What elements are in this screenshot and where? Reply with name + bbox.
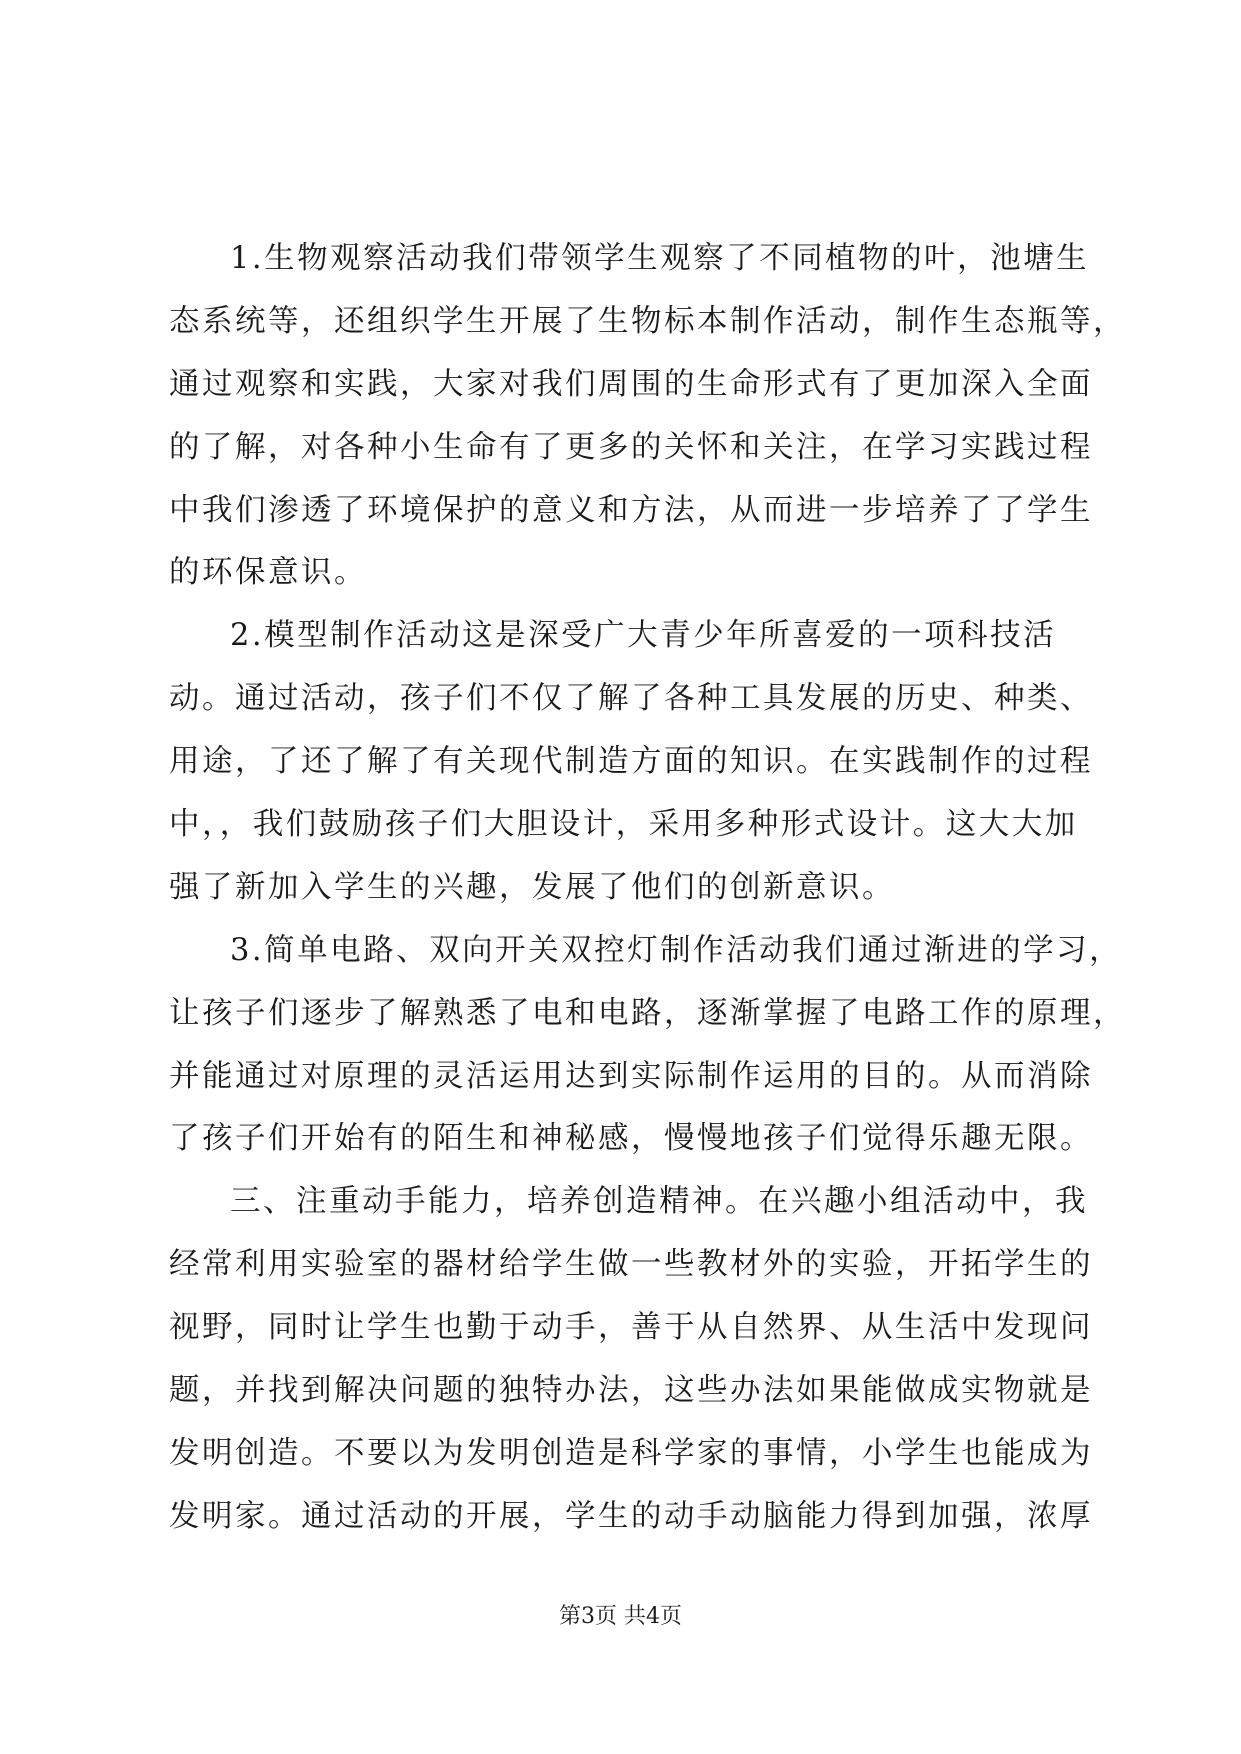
text-line: 的环保意识。 bbox=[169, 555, 367, 591]
text-line: 三、注重动手能力，培养创造精神。在兴趣小组活动中，我 bbox=[230, 1184, 1088, 1220]
text-line: 用途，了还了解了有关现代制造方面的知识。在实践制作的过程 bbox=[169, 744, 1093, 780]
body-text bbox=[169, 228, 1126, 1549]
text-line: 2.模型制作活动这是深受广大青少年所喜爱的一项科技活 bbox=[230, 618, 1057, 654]
text-line: 动。通过活动，孩子们不仅了解了各种工具发展的历史、种类、 bbox=[169, 681, 1093, 717]
text-line: 1.生物观察活动我们带领学生观察了不同植物的叶，池塘生 bbox=[230, 241, 1090, 276]
text-line: 并能通过对原理的灵活运用达到实际制作运用的目的。从而消除 bbox=[169, 1058, 1093, 1094]
text-line: 发明创造。不要以为发明创造是科学家的事情，小学生也能成为 bbox=[169, 1435, 1093, 1471]
text-line: 的了解，对各种小生命有了更多的关怀和关注，在学习实践过程 bbox=[169, 429, 1093, 465]
text-line: 让孩子们逐步了解熟悉了电和电路，逐渐掌握了电路工作的原理， bbox=[169, 995, 1126, 1031]
text-line: 态系统等，还组织学生开展了生物标本制作活动，制作生态瓶等， bbox=[169, 303, 1126, 339]
text-line: 发明家。通过活动的开展，学生的动手动脑能力得到加强，浓厚 bbox=[169, 1498, 1093, 1534]
text-line: 中，，我们鼓励孩子们大胆设计，采用多种形式设计。这大大加 bbox=[169, 807, 1078, 843]
text-line: 了孩子们开始有的陌生和神秘感，慢慢地孩子们觉得乐趣无限。 bbox=[169, 1121, 1093, 1157]
text-line: 题，并找到解决问题的独特办法，这些办法如果能做成实物就是 bbox=[169, 1373, 1093, 1409]
text-line: 视野，同时让学生也勤于动手，善于从自然界、从生活中发现问 bbox=[169, 1310, 1093, 1346]
text-line: 通过观察和实践，大家对我们周围的生命形式有了更加深入全面 bbox=[169, 366, 1093, 402]
text-line: 强了新加入学生的兴趣，发展了他们的创新意识。 bbox=[169, 869, 895, 905]
text-line: 3.简单电路、双向开关双控灯制作活动我们通过渐进的学习， bbox=[230, 932, 1123, 968]
text-line: 中我们渗透了环境保护的意义和方法，从而进一步培养了了学生 bbox=[169, 492, 1093, 528]
page-number-footer: 第3页 共4页 bbox=[559, 1604, 682, 1629]
text-line: 经常利用实验室的器材给学生做一些教材外的实验，开拓学生的 bbox=[169, 1247, 1093, 1283]
